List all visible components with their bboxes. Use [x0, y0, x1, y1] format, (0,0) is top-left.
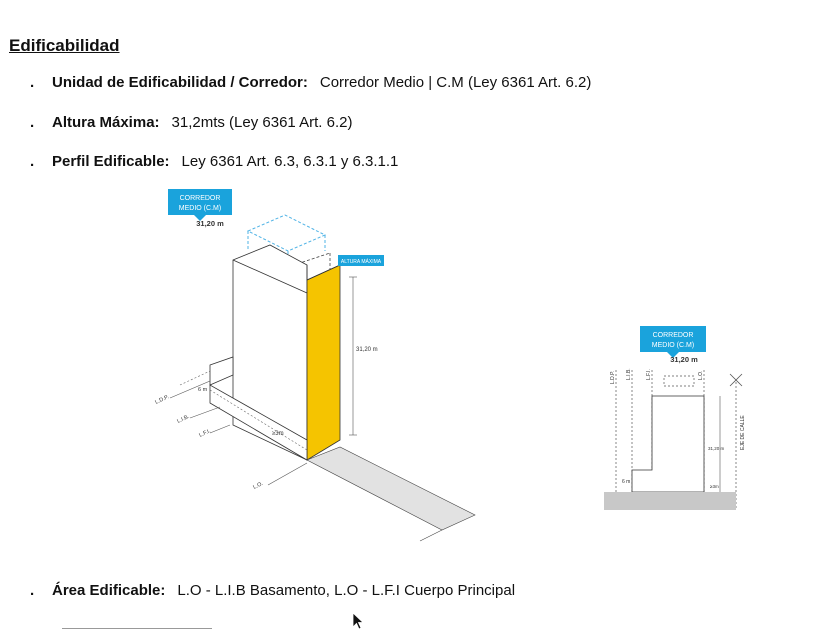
- side-label-lib: L.I.B.: [626, 368, 632, 380]
- side-basement-dim: 6 m: [622, 479, 631, 485]
- bullet: .: [30, 582, 35, 599]
- side-badge-line1: CORREDOR: [652, 332, 694, 339]
- side-badge-height: 31,20 m: [670, 355, 698, 364]
- item-value: Ley 6361 Art. 6.3, 6.3.1 y 6.3.1.1: [181, 153, 399, 170]
- list-item-unidad: [30, 74, 591, 91]
- list-item-area: [30, 582, 515, 599]
- isometric-building-diagram: [150, 185, 530, 545]
- section-title: Edificabilidad: [9, 36, 120, 55]
- item-value: Corredor Medio | C.M (Ley 6361 Art. 6.2): [319, 74, 592, 91]
- street: [307, 447, 475, 530]
- item-label: Área Edificable:: [52, 582, 166, 599]
- label-lfi: L.F.I.: [198, 428, 212, 439]
- altura-tag-text: ALTURA MÁXIMA: [340, 259, 382, 265]
- item-value: 31,2mts (Ley 6361 Art. 6.2): [171, 114, 353, 131]
- side-label-ldp: L.D.P.: [610, 370, 616, 384]
- label-lo: L.O.: [252, 480, 265, 491]
- badge-line1: CORREDOR: [179, 195, 221, 202]
- label-ldp: L.D.P.: [154, 394, 171, 406]
- bullet: .: [30, 153, 35, 170]
- label-lib: L.I.B.: [176, 413, 191, 425]
- depth-dim: ≥3m: [272, 431, 284, 437]
- bottom-divider: [62, 628, 212, 629]
- bullet: .: [30, 74, 35, 91]
- side-ground: [604, 492, 736, 510]
- axis-label: EJE DE CALLE: [740, 415, 746, 450]
- side-badge-line2: MEDIO (C.M): [651, 342, 695, 349]
- item-label: Altura Máxima:: [52, 114, 160, 131]
- side-height-dim: 31,20 m: [708, 446, 725, 451]
- item-label: Perfil Edificable:: [52, 153, 170, 170]
- side-depth-dim: ≥3m: [710, 484, 719, 489]
- item-value: L.O - L.I.B Basamento, L.O - L.F.I Cuerpo Principal: [177, 582, 516, 599]
- list-item-altura: [30, 114, 352, 131]
- side-label-lo: L.O.: [698, 370, 704, 380]
- bullet: .: [30, 114, 35, 131]
- axis-cross-icon: [730, 374, 742, 386]
- side-label-lfi: L.F.I.: [646, 369, 652, 380]
- badge-height: 31,20 m: [196, 219, 224, 228]
- side-building: [632, 396, 704, 492]
- badge-line2: MEDIO (C.M): [178, 205, 222, 212]
- section-diagram: [598, 322, 758, 517]
- basement-dim: 6 m: [198, 387, 208, 393]
- altura-face: [307, 265, 340, 460]
- main-tower: [233, 245, 340, 460]
- item-label: Unidad de Edificabilidad / Corredor:: [52, 74, 308, 91]
- height-dim-label: 31,20 m: [356, 347, 378, 353]
- list-item-perfil: [30, 153, 398, 170]
- mouse-cursor-icon: [352, 612, 366, 630]
